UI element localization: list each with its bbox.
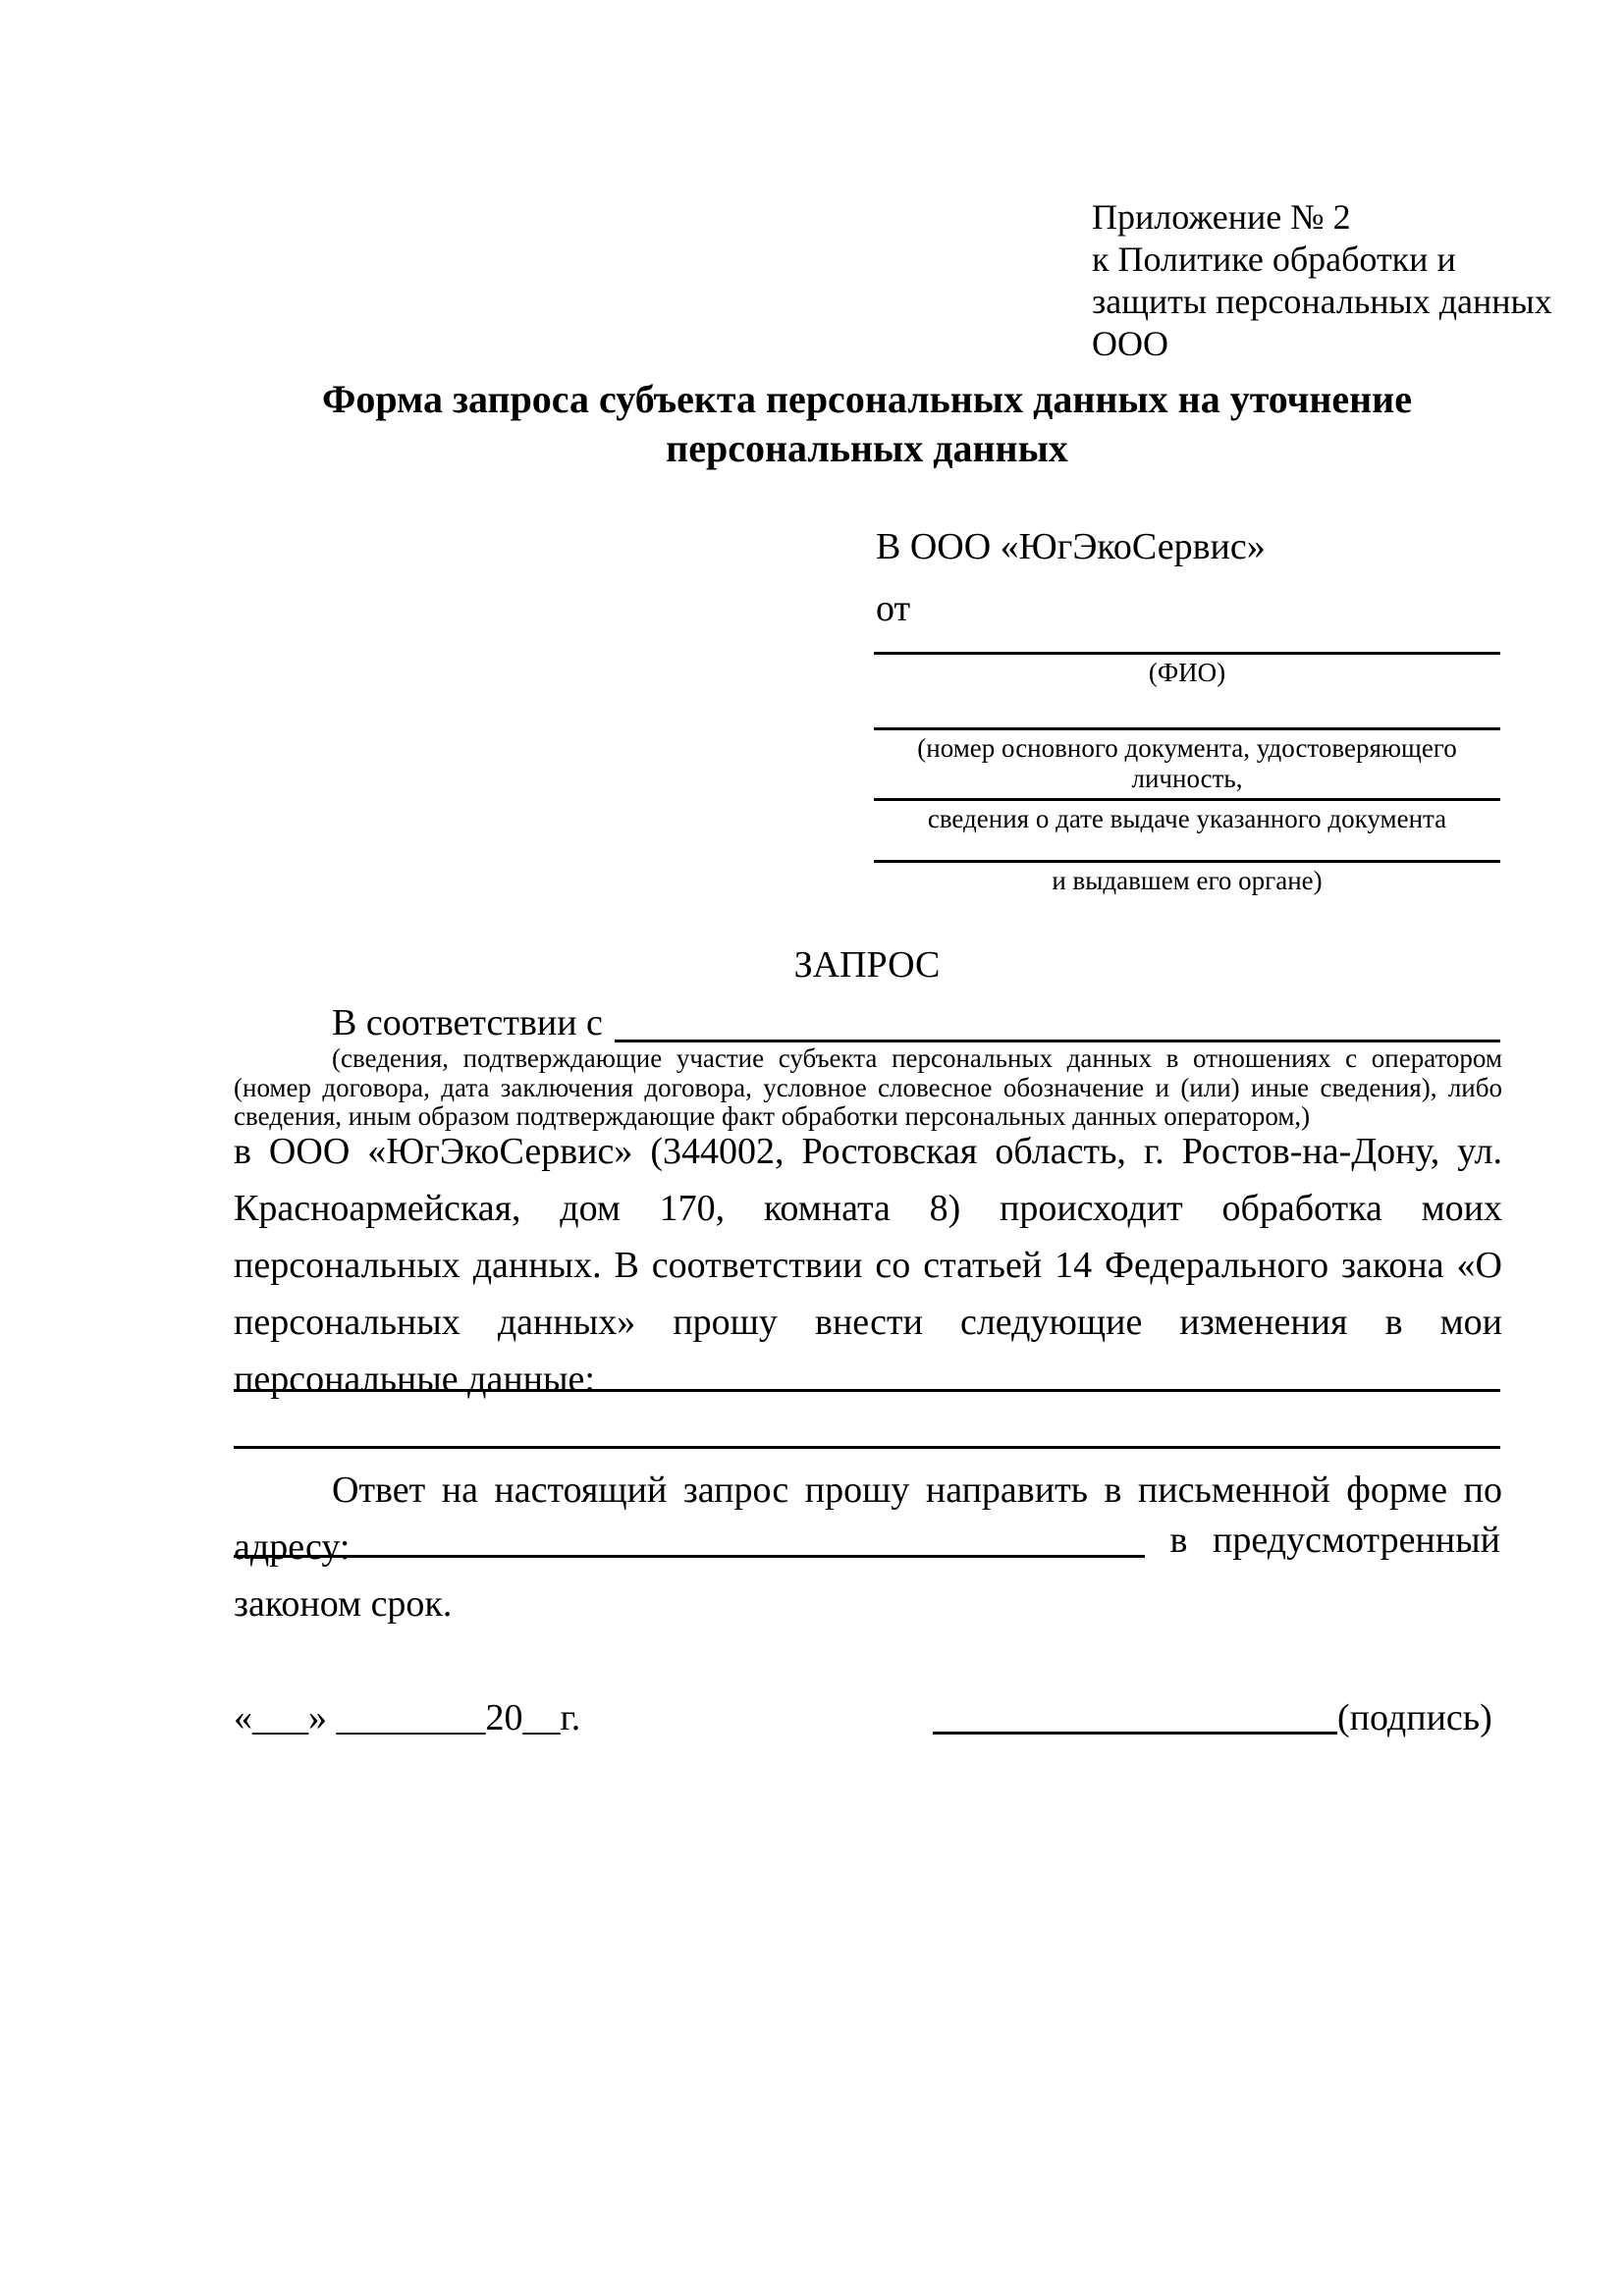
accordance-lead: В соответствии с (332, 1002, 603, 1043)
signature-caption: (подпись) (1337, 1697, 1492, 1738)
accordance-caption: (сведения, подтверждающие участие субъекта персональных данных в отношениях с оператором (номер договора, дата заключения договора, условное словесное обозначение и (или) иные сведения), либо сведения, иным образом подтверждающие факт обработки персональных данных оператором,) (234, 1043, 1502, 1131)
appendix-note-line: Приложение № 2 (1092, 197, 1351, 237)
changes-fill-line-2[interactable] (234, 1446, 1500, 1449)
accordance-row (234, 1002, 1500, 1044)
issuing-authority-caption: и выдавшем его органе) (1052, 866, 1323, 895)
request-heading: ЗАПРОС (793, 944, 941, 986)
appendix-note (1092, 196, 1553, 365)
issue-date-field (874, 798, 1500, 834)
issue-date-caption: сведения о дате выдаче указанного документа (927, 804, 1447, 833)
fio-field (874, 652, 1500, 688)
address-fill-line[interactable] (234, 1555, 1145, 1558)
reply-suffix: предусмотренный (1213, 1520, 1500, 1561)
reply-paragraph: Ответ на настоящий запрос прошу направить в письменной форме по адресу: (234, 1469, 1502, 1568)
document-number-caption: (номер основного документа, удостоверяющего личность, (917, 733, 1457, 793)
fio-field-caption: (ФИО) (1148, 658, 1226, 687)
reply-address-row (234, 1519, 1500, 1562)
reply-tail: законом срок. (234, 1583, 453, 1625)
date-field[interactable]: «___» ________20__г. (234, 1697, 581, 1738)
signature-block (933, 1696, 1492, 1739)
appendix-note-line: к Политике обработки и (1092, 240, 1456, 279)
signature-line[interactable] (933, 1732, 1337, 1735)
appendix-note-line: ООО (1092, 324, 1168, 363)
document-title: Форма запроса субъекта персональных данных на уточнение персональных данных (322, 377, 1412, 470)
appendix-note-line: защиты персональных данных (1092, 282, 1552, 321)
addressee-org: В ООО «ЮгЭкоСервис» (876, 526, 1266, 567)
addressee-from-label: от (876, 588, 911, 629)
changes-fill-line-1[interactable] (234, 1389, 1500, 1392)
body-paragraph: в ООО «ЮгЭкоСервис» (344002, Ростовская область, г. Ростов-на-Дону, ул. Красноармейская, дом 170, комната 8) происходит обработка моих персональных данных. В соответствии со статьей 14 Федерального закона «О персональных данных» прошу внести следующие изменения в мои персональные данные: (234, 1131, 1502, 1400)
accordance-fill-line[interactable] (615, 1040, 1500, 1042)
document-number-field (874, 727, 1500, 794)
reply-connector: в (1169, 1520, 1188, 1561)
issuing-authority-field (874, 860, 1500, 896)
